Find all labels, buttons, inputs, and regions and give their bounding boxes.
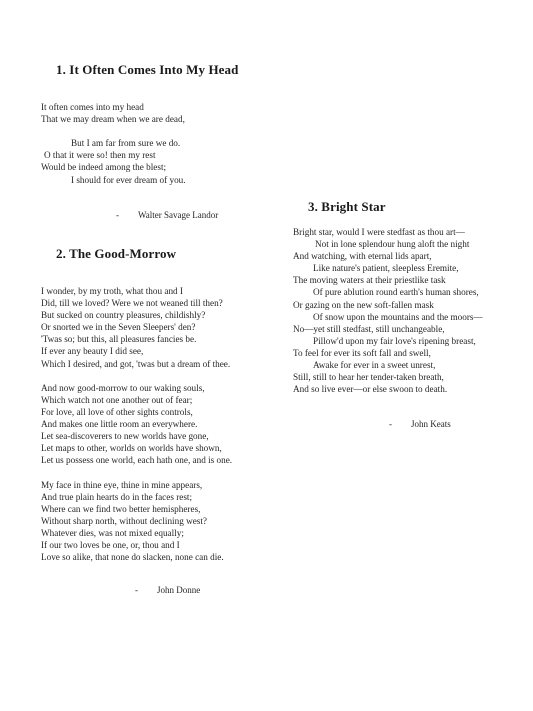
poem-line: Did, till we loved? Were we not weaned till then?: [41, 298, 223, 309]
poem-2-body: [41, 285, 232, 563]
poem-line: If our two loves be one, or, thou and I: [41, 539, 180, 550]
poem-2-author: John Donne: [157, 585, 201, 595]
poem-1-heading: 1. It Often Comes Into My Head: [56, 62, 239, 77]
poem-line: That we may dream when we are dead,: [41, 114, 185, 125]
poem-1-body: [41, 101, 186, 186]
poem-line: Or snorted we in the Seven Sleepers' den?: [41, 322, 196, 333]
poem-2-heading: 2. The Good-Morrow: [56, 246, 177, 261]
poem-line: Let sea-discoverers to new worlds have gone,: [41, 431, 209, 442]
poem-line: It often comes into my head: [41, 102, 144, 112]
poem-line: Without sharp north, without declining west?: [41, 515, 207, 526]
poem-line: I should for ever dream of you.: [71, 174, 186, 185]
poem-line: If ever any beauty I did see,: [41, 346, 144, 357]
poem-3-author: John Keats: [411, 419, 451, 429]
poem-3-body: [293, 226, 483, 395]
poem-line: Of pure ablution round earth's human shores,: [313, 287, 479, 298]
poem-line: Still, still to hear her tender-taken breath,: [293, 372, 444, 383]
poem-line: Where can we find two better hemispheres,: [41, 503, 201, 514]
attribution-dash: -: [389, 419, 392, 429]
poem-line: Pillow'd upon my fair love's ripening breast,: [313, 335, 476, 346]
poem-3-attribution: [389, 419, 451, 429]
poem-line: To feel for ever its soft fall and swell,: [293, 347, 431, 358]
poem-line: I wonder, by my troth, what thou and I: [41, 286, 184, 296]
poem-line: And makes one little room an everywhere.: [41, 419, 198, 430]
poem-1-author: Walter Savage Landor: [138, 210, 219, 220]
poem-line: And so live ever—or else swoon to death.: [293, 384, 448, 395]
poem-line: Which watch not one another out of fear;: [41, 394, 193, 405]
poem-line: But sucked on country pleasures, childishly?: [41, 310, 206, 321]
poem-line: 'Twas so; but this, all pleasures fancies be.: [41, 334, 197, 345]
poem-line: Let maps to other, worlds on worlds have shown,: [41, 443, 222, 454]
poem-line: Let us possess one world, each hath one, and is one.: [41, 455, 233, 466]
poem-3-heading: 3. Bright Star: [308, 199, 386, 214]
poem-line: Whatever dies, was not mixed equally;: [41, 527, 184, 538]
poem-line: But I am far from sure we do.: [71, 138, 181, 149]
poem-line: And true plain hearts do in the faces rest;: [41, 491, 193, 502]
poem-line: Or gazing on the new soft-fallen mask: [293, 299, 434, 310]
poem-line: And watching, with eternal lids apart,: [293, 251, 432, 262]
poem-line: My face in thine eye, thine in mine appears,: [41, 479, 203, 490]
poem-line: Awake for ever in a sweet unrest,: [313, 360, 436, 371]
poem-line: For love, all love of other sights controls,: [41, 406, 193, 417]
attribution-dash: -: [116, 210, 119, 220]
attribution-dash: -: [135, 585, 138, 595]
poem-line: Love so alike, that none do slacken, none can die.: [41, 552, 224, 563]
poem-line: No—yet still stedfast, still unchangeable,: [293, 323, 445, 334]
poem-line: O that it were so! then my rest: [44, 150, 156, 161]
poem-line: Like nature's patient, sleepless Eremite,: [313, 263, 459, 274]
poem-line: Bright star, would I were stedfast as thou art—: [293, 227, 465, 237]
poem-1-attribution: [116, 210, 218, 220]
poem-line: Of snow upon the mountains and the moors—: [313, 311, 483, 322]
poem-2-attribution: [135, 585, 200, 595]
poem-line: Not in lone splendour hung aloft the night: [315, 239, 470, 250]
poem-line: Which I desired, and got, 'twas but a dream of thee.: [41, 358, 231, 369]
poem-line: The moving waters at their priestlike task: [293, 275, 446, 286]
poem-line: Would be indeed among the blest;: [41, 162, 167, 173]
poem-line: And now good-morrow to our waking souls,: [41, 382, 205, 393]
